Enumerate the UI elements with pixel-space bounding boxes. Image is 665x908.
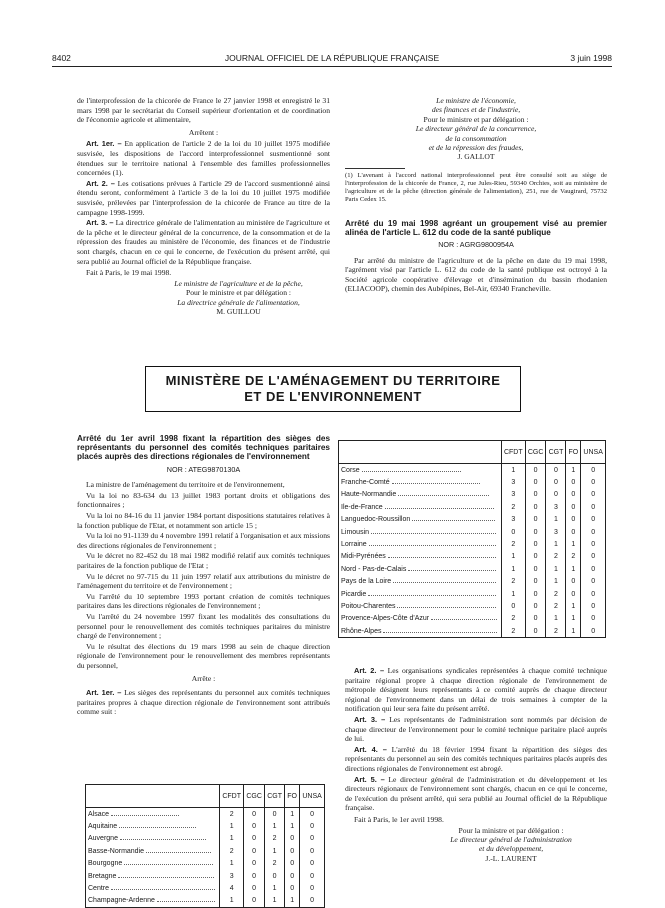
seat-count-cell: 0 xyxy=(285,858,300,870)
seat-count-cell: 0 xyxy=(566,501,581,513)
seat-count-cell: 3 xyxy=(501,514,525,526)
done-at-paris: Fait à Paris, le 19 mai 1998. xyxy=(86,268,172,278)
seat-count-cell: 0 xyxy=(546,476,566,488)
article-1-text: En application de l'article 2 de la loi du 10 juillet 1975 modifiée susvisée, les dispositions de l'accord interprofessionnel susmentionné sont étendues sur le territoire national à l'ensemble des familles professionnelles concernées (1). xyxy=(77,139,330,178)
seat-count-cell: 0 xyxy=(525,464,546,477)
seat-count-cell: 2 xyxy=(501,625,525,638)
seat-count-cell: 0 xyxy=(581,514,606,526)
seat-count-cell: 1 xyxy=(265,895,285,908)
intro-paragraph: de l'interprofession de la chicorée de France le 27 janvier 1998 et enregistré le 31 mars 1998 par le secrétariat du Conseil supérieur d'orientation et de coordination de l'économie agricole et alimentaire, xyxy=(77,96,330,125)
seat-count-cell: 1 xyxy=(501,588,525,600)
article-1 xyxy=(77,139,330,177)
region-name: Lorraine xyxy=(341,541,367,549)
issue-date: 3 juin 1998 xyxy=(570,53,612,63)
signature-line: Le ministre de l'agriculture et de la pêche, xyxy=(174,278,303,288)
table-row xyxy=(339,563,606,575)
article-1 xyxy=(77,688,330,717)
table-row xyxy=(339,613,606,625)
article-3 xyxy=(345,715,607,744)
visa-paragraph: Vu l'arrêté du 10 septembre 1993 portant création de comités techniques paritaires dans les directions régionales de l'environnement ; xyxy=(77,591,330,611)
seat-count-cell: 0 xyxy=(244,833,265,845)
seat-count-cell: 3 xyxy=(546,526,566,538)
region-cell xyxy=(86,858,220,870)
seat-count-cell: 2 xyxy=(546,588,566,600)
article-1-text: Les sièges des représentants du personnel aux comités techniques paritaires propres à chaque direction régionale de l'environnement sont attribués comme suit : xyxy=(77,688,330,717)
seat-count-cell: 0 xyxy=(581,538,606,550)
seat-count-cell: 0 xyxy=(566,489,581,501)
table-row xyxy=(86,820,325,832)
union-column-header: CGT xyxy=(546,441,566,464)
seat-count-cell: 1 xyxy=(566,613,581,625)
table-row xyxy=(339,489,606,501)
union-column-header: CGC xyxy=(244,785,265,808)
seat-count-cell: 0 xyxy=(525,538,546,550)
seat-count-cell: 0 xyxy=(285,845,300,857)
seat-count-cell: 0 xyxy=(265,808,285,821)
seat-count-cell: 1 xyxy=(566,464,581,477)
table-row xyxy=(86,833,325,845)
signature-line: des finances et de l'industrie, xyxy=(431,105,521,115)
seat-count-cell: 1 xyxy=(501,464,525,477)
footnote: (1) L'avenant à l'accord national interprofessionnel peut être consulté soit au siège de l'interprofession de la chicorée de France, 2, rue Jules-Rieu, 59340 Orchies, soit au ministère de l'agriculture et de la pêche (direction générale de l'alimentation), 251, rue de Vaugirard, 75732 Paris Cedex 15. xyxy=(345,171,607,204)
signature-block-economie xyxy=(345,96,607,162)
dot-leader xyxy=(383,632,497,633)
seat-count-cell: 1 xyxy=(546,514,566,526)
ministry-heading-box xyxy=(145,366,521,412)
region-cell xyxy=(339,613,502,625)
seat-count-cell: 0 xyxy=(265,870,285,882)
region-cell xyxy=(86,808,220,821)
seat-count-cell: 0 xyxy=(300,882,325,894)
table-header-row xyxy=(339,441,606,464)
table-row xyxy=(86,845,325,857)
seat-count-cell: 0 xyxy=(581,588,606,600)
table-row xyxy=(339,476,606,488)
article-5-text: Le directeur général de l'administration et du développement et les directeurs régionaux de l'environnement sont chargés, chacun en ce qui le concerne, de l'exécution du présent arrêté, qui sera publié au Journal officiel de la République française. xyxy=(345,774,607,813)
seat-count-cell: 0 xyxy=(244,820,265,832)
seat-count-cell: 1 xyxy=(566,538,581,550)
seat-count-cell: 0 xyxy=(581,600,606,612)
dot-leader xyxy=(398,495,489,496)
seat-count-cell: 0 xyxy=(244,845,265,857)
region-name: Limousin xyxy=(341,528,370,536)
seat-count-cell: 1 xyxy=(285,895,300,908)
seat-count-cell: 0 xyxy=(581,464,606,477)
table-header-row xyxy=(86,785,325,808)
seat-count-cell: 0 xyxy=(581,489,606,501)
seat-count-cell: 1 xyxy=(566,625,581,638)
region-cell xyxy=(339,489,502,501)
table-row xyxy=(339,625,606,638)
seat-count-cell: 0 xyxy=(581,551,606,563)
header-rule xyxy=(52,66,612,67)
article-2-label: Art. 2. – xyxy=(354,666,385,675)
seat-count-cell: 0 xyxy=(525,514,546,526)
table-row xyxy=(339,588,606,600)
signature-block-environnement xyxy=(415,826,607,864)
dot-leader xyxy=(120,839,206,840)
footnote-rule xyxy=(345,168,405,169)
seat-count-cell: 0 xyxy=(300,895,325,908)
article-2 xyxy=(345,666,607,714)
dot-leader xyxy=(408,570,496,571)
seat-count-cell: 0 xyxy=(525,551,546,563)
nor-reference: NOR : AGRG9800954A xyxy=(438,240,514,250)
seat-count-cell: 0 xyxy=(566,514,581,526)
union-column-header: FO xyxy=(285,785,300,808)
seat-count-cell: 1 xyxy=(285,808,300,821)
region-name: Poitou-Charentes xyxy=(341,602,396,610)
region-cell xyxy=(339,526,502,538)
seat-count-cell: 2 xyxy=(546,625,566,638)
seat-count-cell: 1 xyxy=(566,600,581,612)
article-5 xyxy=(345,775,607,813)
visa-paragraph: Vu le décret no 82-452 du 18 mai 1982 modifié relatif aux comités techniques paritaires de la fonction publique de l'Etat ; xyxy=(77,551,330,570)
visa-paragraph: Vu la loi no 84-16 du 11 janvier 1984 portant dispositions statutaires relatives à la fonction publique de l'Etat, et notamment son article 15 ; xyxy=(77,510,330,530)
article-3-label: Art. 3. – xyxy=(354,714,386,724)
top-left-column xyxy=(77,96,330,316)
region-cell xyxy=(339,464,502,477)
region-name: Midi-Pyrénées xyxy=(341,553,386,561)
seat-count-cell: 0 xyxy=(285,870,300,882)
seat-count-cell: 1 xyxy=(220,833,244,845)
signature-line: et du développement, xyxy=(478,844,544,854)
seat-count-cell: 0 xyxy=(566,526,581,538)
seat-count-cell: 3 xyxy=(546,501,566,513)
bottom-left-column xyxy=(77,434,330,718)
seat-count-cell: 0 xyxy=(285,882,300,894)
seat-count-cell: 0 xyxy=(525,613,546,625)
seat-count-cell: 2 xyxy=(566,551,581,563)
dot-leader xyxy=(412,520,495,521)
article-2 xyxy=(77,179,330,217)
region-cell xyxy=(86,895,220,908)
seat-count-cell: 2 xyxy=(501,501,525,513)
seat-count-cell: 0 xyxy=(244,882,265,894)
seat-count-cell: 2 xyxy=(220,845,244,857)
table-row xyxy=(339,464,606,477)
dot-leader xyxy=(118,877,214,878)
table-row xyxy=(339,551,606,563)
article-3-text: Les représentants de l'administration sont nommés par décision de chaque directeur de l'environnement pour le comité technique paritaire placé auprès de lui. xyxy=(345,714,607,744)
region-cell xyxy=(339,551,502,563)
ministry-line-1: MINISTÈRE DE L'AMÉNAGEMENT DU TERRITOIRE xyxy=(165,373,501,388)
seat-count-cell: 0 xyxy=(525,563,546,575)
seat-count-cell: 3 xyxy=(501,476,525,488)
seat-count-cell: 0 xyxy=(525,501,546,513)
visa-paragraph: Vu le résultat des élections du 19 mars 1998 au sein de chaque direction régionale de l'environnement pour le renouvellement des membres représentants du personnel, xyxy=(77,641,330,670)
region-name: Rhône-Alpes xyxy=(341,627,382,635)
table-row xyxy=(339,501,606,513)
region-name: Aquitaine xyxy=(88,823,118,831)
seat-count-cell: 0 xyxy=(244,808,265,821)
seat-count-cell: 0 xyxy=(546,489,566,501)
seat-count-cell: 0 xyxy=(525,600,546,612)
signature-line: et de la répression des fraudes, xyxy=(428,143,524,153)
seat-count-cell: 1 xyxy=(546,613,566,625)
seat-count-cell: 2 xyxy=(265,833,285,845)
seat-count-cell: 0 xyxy=(525,625,546,638)
dot-leader xyxy=(111,889,215,890)
seat-count-cell: 0 xyxy=(566,576,581,588)
union-column-header: CFDT xyxy=(220,785,244,808)
seats-table-part-2 xyxy=(338,440,606,638)
article-4-label: Art. 4. – xyxy=(354,744,387,754)
region-name: Basse-Normandie xyxy=(88,847,145,855)
seat-count-cell: 1 xyxy=(265,820,285,832)
article-1-label: Art. 1er. – xyxy=(86,688,122,698)
region-name: Champagne-Ardenne xyxy=(88,897,155,905)
seat-count-cell: 0 xyxy=(581,476,606,488)
seats-table-part-1 xyxy=(85,784,325,908)
region-cell xyxy=(86,820,220,832)
seat-count-cell: 0 xyxy=(285,833,300,845)
region-name: Corse xyxy=(341,466,360,474)
signature-line: Le directeur général de l'administration xyxy=(450,834,572,844)
region-name: Languedoc-Roussillon xyxy=(341,516,411,524)
region-cell xyxy=(339,576,502,588)
signature-line: Pour le ministre et par délégation : xyxy=(423,114,529,124)
region-name: Franche-Comté xyxy=(341,479,390,487)
arrete-title-comites: Arrêté du 1er avril 1998 fixant la répartition des sièges des représentants du personnel des comités techniques paritaires placés auprès des directions régionales de l'environnement xyxy=(77,434,330,462)
dot-leader xyxy=(371,533,496,534)
region-column-header xyxy=(339,441,502,464)
visa-paragraph: La ministre de l'aménagement du territoire et de l'environnement, xyxy=(86,480,285,490)
article-2-text: Les organisations syndicales représentées à chaque comité technique paritaire régional propre à chaque direction régionale de l'environnement de métropole désignent leurs représentants à ce comité auprès de chaque directeur régional de l'environnement dans un délai de trois semaines à compter de la notification qui leur sera faite du présent arrêté. xyxy=(345,666,607,714)
region-name: Centre xyxy=(88,885,110,893)
region-column-header xyxy=(86,785,220,808)
seat-count-cell: 0 xyxy=(525,588,546,600)
seat-count-cell: 1 xyxy=(220,858,244,870)
region-cell xyxy=(86,870,220,882)
seat-count-cell: 0 xyxy=(581,501,606,513)
dot-leader xyxy=(146,852,211,853)
region-name: Nord - Pas-de-Calais xyxy=(341,565,407,573)
journal-title: JOURNAL OFFICIEL DE LA RÉPUBLIQUE FRANÇAISE xyxy=(224,53,440,63)
top-right-column xyxy=(345,96,607,295)
visa-paragraph: Vu la loi no 83-634 du 13 juillet 1983 portant droits et obligations des fonctionnaires ; xyxy=(77,490,330,510)
union-column-header: UNSA xyxy=(300,785,325,808)
nor-reference: NOR : ATEG9870130A xyxy=(166,464,241,474)
seat-count-cell: 0 xyxy=(300,845,325,857)
dot-leader xyxy=(393,582,496,583)
seat-count-cell: 3 xyxy=(501,489,525,501)
table-row xyxy=(86,882,325,894)
seat-count-cell: 0 xyxy=(525,476,546,488)
seat-count-cell: 0 xyxy=(244,870,265,882)
page-number: 8402 xyxy=(52,53,71,63)
dot-leader xyxy=(362,471,461,472)
seat-count-cell: 1 xyxy=(501,551,525,563)
region-cell xyxy=(339,563,502,575)
region-name: Pays de la Loire xyxy=(341,578,392,586)
bottom-right-column xyxy=(345,666,607,863)
dot-leader xyxy=(397,607,496,608)
article-3-text: La directrice générale de l'alimentation au ministère de l'agriculture et de la pêche et le directeur général de la concurrence, de la consommation et de la répression des fraudes au ministère de l'économie, des finances et de l'industrie sont chargés, chacun en ce qui le concerne, de l'exécution du présent arrêté, qui sera publié au Journal officiel de la République française. xyxy=(77,218,330,266)
seat-count-cell: 4 xyxy=(220,882,244,894)
region-cell xyxy=(339,538,502,550)
region-name: Bretagne xyxy=(88,872,117,880)
signatory-name: J. GALLOT xyxy=(457,152,495,162)
seat-count-cell: 0 xyxy=(581,613,606,625)
article-4-text: L'arrêté du 18 février 1994 fixant la répartition des sièges des représentants du personnel au sein des comités techniques paritaires placés auprès des directions régionales de l'environnement est abrogé. xyxy=(345,744,607,773)
seat-count-cell: 0 xyxy=(300,870,325,882)
region-cell xyxy=(86,882,220,894)
signature-line: Pour la ministre et par délégation : xyxy=(458,825,564,835)
visa-paragraph: Vu l'arrêté du 24 novembre 1997 fixant les modalités des consultations du personnel pour le renouvellement des comités techniques paritaires du ministre chargé de l'environnement ; xyxy=(77,611,330,641)
seat-count-cell: 0 xyxy=(525,576,546,588)
dot-leader xyxy=(388,557,496,558)
dot-leader xyxy=(368,595,496,596)
dot-leader xyxy=(119,827,196,828)
signature-line: Le ministre de l'économie, xyxy=(436,96,516,105)
union-column-header: FO xyxy=(566,441,581,464)
seat-count-cell: 1 xyxy=(285,820,300,832)
seat-count-cell: 3 xyxy=(220,870,244,882)
seat-count-cell: 2 xyxy=(265,858,285,870)
table-row xyxy=(339,576,606,588)
seat-count-cell: 1 xyxy=(265,845,285,857)
dot-leader xyxy=(124,864,213,865)
seat-count-cell: 2 xyxy=(546,600,566,612)
seat-count-cell: 0 xyxy=(525,526,546,538)
region-cell xyxy=(339,501,502,513)
union-column-header: CFDT xyxy=(501,441,525,464)
arrete-title-eliacoop: Arrêté du 19 mai 1998 agréant un groupement visé au premier alinéa de l'article L. 612 du code de la santé publique xyxy=(345,218,607,237)
seat-count-cell: 2 xyxy=(501,576,525,588)
seat-count-cell: 2 xyxy=(501,538,525,550)
seat-count-cell: 0 xyxy=(581,576,606,588)
seat-count-cell: 0 xyxy=(581,625,606,638)
seat-count-cell: 0 xyxy=(300,858,325,870)
seat-count-cell: 0 xyxy=(566,476,581,488)
seat-count-cell: 0 xyxy=(525,489,546,501)
region-name: Provence-Alpes-Côte d'Azur xyxy=(341,615,430,623)
seat-count-cell: 1 xyxy=(220,895,244,908)
seat-count-cell: 2 xyxy=(546,551,566,563)
dot-leader xyxy=(385,508,494,509)
table-row xyxy=(339,526,606,538)
seat-count-cell: 0 xyxy=(300,808,325,821)
region-name: Bourgogne xyxy=(88,860,123,868)
region-cell xyxy=(339,514,502,526)
done-at-paris: Fait à Paris, le 1er avril 1998. xyxy=(354,814,444,824)
seat-count-cell: 0 xyxy=(244,895,265,908)
dot-leader xyxy=(111,815,179,816)
seat-count-cell: 1 xyxy=(265,882,285,894)
union-column-header: UNSA xyxy=(581,441,606,464)
article-1-label: Art. 1er. – xyxy=(86,139,122,149)
seat-count-cell: 0 xyxy=(300,820,325,832)
page-header xyxy=(52,53,612,67)
seat-count-cell: 1 xyxy=(546,538,566,550)
union-column-header: CGC xyxy=(525,441,546,464)
seat-count-cell: 2 xyxy=(501,613,525,625)
dot-leader xyxy=(431,619,497,620)
article-4 xyxy=(345,745,607,774)
table-row xyxy=(339,600,606,612)
dot-leader xyxy=(157,901,215,902)
region-name: Haute-Normandie xyxy=(341,491,397,499)
ministry-line-2: ET DE L'ENVIRONNEMENT xyxy=(244,389,422,404)
region-name: Picardie xyxy=(341,590,367,598)
seat-count-cell: 0 xyxy=(244,858,265,870)
region-name: Ile-de-France xyxy=(341,503,383,511)
signatory-name: M. GUILLOU xyxy=(216,306,261,316)
signature-line: Pour le ministre et par délégation : xyxy=(185,288,292,298)
dot-leader xyxy=(369,545,496,546)
visa-paragraph: Vu le décret no 97-715 du 11 juin 1997 relatif aux attributions du ministre de l'aménagement du territoire et de l'environnement ; xyxy=(77,571,330,591)
union-column-header: CGT xyxy=(265,785,285,808)
seat-count-cell: 0 xyxy=(581,526,606,538)
region-cell xyxy=(339,476,502,488)
table-row xyxy=(339,514,606,526)
region-cell xyxy=(86,845,220,857)
seat-count-cell: 1 xyxy=(546,576,566,588)
region-cell xyxy=(86,833,220,845)
dot-leader xyxy=(392,483,480,484)
article-2-label: Art. 2. – xyxy=(86,178,115,188)
visa-paragraph: Vu la loi no 91-1139 du 4 novembre 1991 relatif à l'organisation et aux missions des directions régionales de l'environnement ; xyxy=(77,531,330,550)
table-row xyxy=(86,858,325,870)
signature-block-agriculture xyxy=(147,279,330,317)
region-name: Auvergne xyxy=(88,835,118,843)
seat-count-cell: 1 xyxy=(546,563,566,575)
article-2-text: Les cotisations prévues à l'article 29 de l'accord susmentionné ainsi étendu seront, conformément à l'article 3 de la loi du 10 juillet 1975 modifiée susvisée, prélevées par l'interprofession de la chicorée de France au titre de la campagne 1998-1999. xyxy=(77,178,331,217)
article-5-label: Art. 5. – xyxy=(354,774,385,784)
seat-count-cell: 1 xyxy=(501,563,525,575)
arrete-heading: Arrête : xyxy=(191,674,216,684)
article-3-label: Art. 3. – xyxy=(86,218,114,228)
table-row xyxy=(86,870,325,882)
table-row xyxy=(86,895,325,908)
region-cell xyxy=(339,600,502,612)
signatory-name: J.-L. LAURENT xyxy=(485,853,537,863)
signature-line: Le directeur général de la concurrence, xyxy=(415,124,537,134)
seat-count-cell: 0 xyxy=(501,600,525,612)
seat-count-cell: 1 xyxy=(566,563,581,575)
seat-count-cell: 0 xyxy=(581,563,606,575)
seat-count-cell: 2 xyxy=(220,808,244,821)
seat-count-cell: 0 xyxy=(566,588,581,600)
region-cell xyxy=(339,588,502,600)
region-cell xyxy=(339,625,502,638)
seat-count-cell: 0 xyxy=(546,464,566,477)
table-row xyxy=(339,538,606,550)
table-row xyxy=(86,808,325,821)
seat-count-cell: 0 xyxy=(501,526,525,538)
seat-count-cell: 1 xyxy=(220,820,244,832)
article-3 xyxy=(77,218,330,266)
seat-count-cell: 0 xyxy=(300,833,325,845)
arretent-heading: Arrêtent : xyxy=(188,127,219,137)
signature-line: de la consommation xyxy=(445,133,507,143)
body-paragraph: Par arrêté du ministre de l'agriculture et de la pêche en date du 19 mai 1998, l'agrément visé par l'article L. 612 du code de la santé publique est octroyé à la Société agricole coopérative d'élevage et d'insémination du bassin rhodanien (ELIACOOP), chemin des Aubépines, Bel-Air, 69340 Francheville. xyxy=(345,255,607,294)
signature-line: La directrice générale de l'alimentation, xyxy=(177,297,300,307)
region-name: Alsace xyxy=(88,810,110,818)
